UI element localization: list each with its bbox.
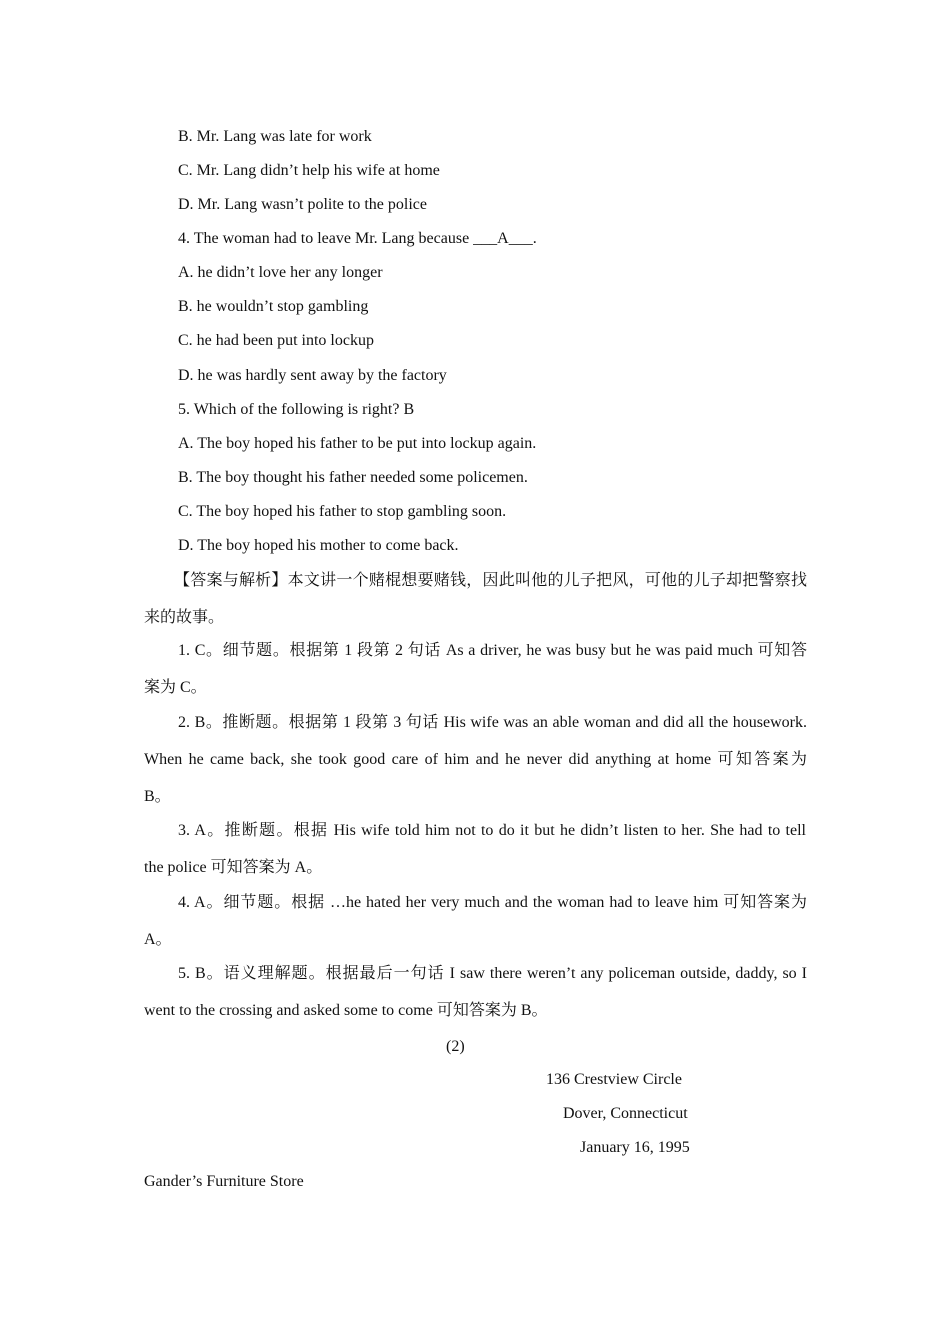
- letter-address-line2: Dover, Connecticut: [563, 1105, 688, 1122]
- q5-stem: 5. Which of the following is right? B: [178, 401, 415, 418]
- answer-2-line2: When he came back, she took good care of him and he never did anything at home 可知答案为: [144, 751, 807, 768]
- answer-1-line1: 1. C。细节题。根据第 1 段第 2 句话 As a driver, he was busy but he was paid much 可知答: [178, 642, 807, 659]
- q4-option-b: B. he wouldn’t stop gambling: [178, 298, 369, 315]
- passage-number: (2): [446, 1038, 465, 1055]
- answer-4-line1: 4. A。细节题。根据 …he hated her very much and the woman had to leave him 可知答案为: [178, 894, 807, 911]
- answer-3-line2: the police 可知答案为 A。: [144, 859, 323, 876]
- q4-option-a: A. he didn’t love her any longer: [178, 264, 383, 281]
- answer-5-line1: 5. B。语义理解题。根据最后一句话 I saw there weren’t any policeman outside, daddy, so I: [178, 965, 807, 982]
- q4-stem: 4. The woman had to leave Mr. Lang because ___A___.: [178, 230, 537, 247]
- q5-option-d: D. The boy hoped his mother to come back.: [178, 537, 459, 554]
- q4-option-c: C. he had been put into lockup: [178, 332, 374, 349]
- letter-address-line1: 136 Crestview Circle: [546, 1071, 682, 1088]
- q5-option-c: C. The boy hoped his father to stop gambling soon.: [178, 503, 507, 520]
- letter-date: January 16, 1995: [580, 1139, 690, 1156]
- answer-2-line3: B。: [144, 788, 171, 805]
- answer-3-line1: 3. A。推断题。根据 His wife told him not to do it but he didn’t listen to her. She had to tell: [178, 822, 806, 839]
- q5-option-a: A. The boy hoped his father to be put into lockup again.: [178, 435, 537, 452]
- answer-4-line2: A。: [144, 931, 172, 948]
- answer-2-line1: 2. B。推断题。根据第 1 段第 3 句话 His wife was an able woman and did all the housework.: [178, 714, 807, 731]
- q3-option-b: B. Mr. Lang was late for work: [178, 128, 372, 145]
- q3-option-c: C. Mr. Lang didn’t help his wife at home: [178, 162, 440, 179]
- answer-1-line2: 案为 C。: [144, 679, 207, 696]
- analysis-intro-line2: 来的故事。: [144, 609, 225, 626]
- answer-5-line2: went to the crossing and asked some to come 可知答案为 B。: [144, 1002, 548, 1019]
- letter-recipient: Gander’s Furniture Store: [144, 1173, 304, 1190]
- analysis-intro-line1: 【答案与解析】本文讲一个赌棍想要赌钱，因此叫他的儿子把风，可他的儿子却把警察找: [174, 572, 807, 589]
- q5-option-b: B. The boy thought his father needed some policemen.: [178, 469, 528, 486]
- q4-option-d: D. he was hardly sent away by the factory: [178, 367, 447, 384]
- q3-option-d: D. Mr. Lang wasn’t polite to the police: [178, 196, 427, 213]
